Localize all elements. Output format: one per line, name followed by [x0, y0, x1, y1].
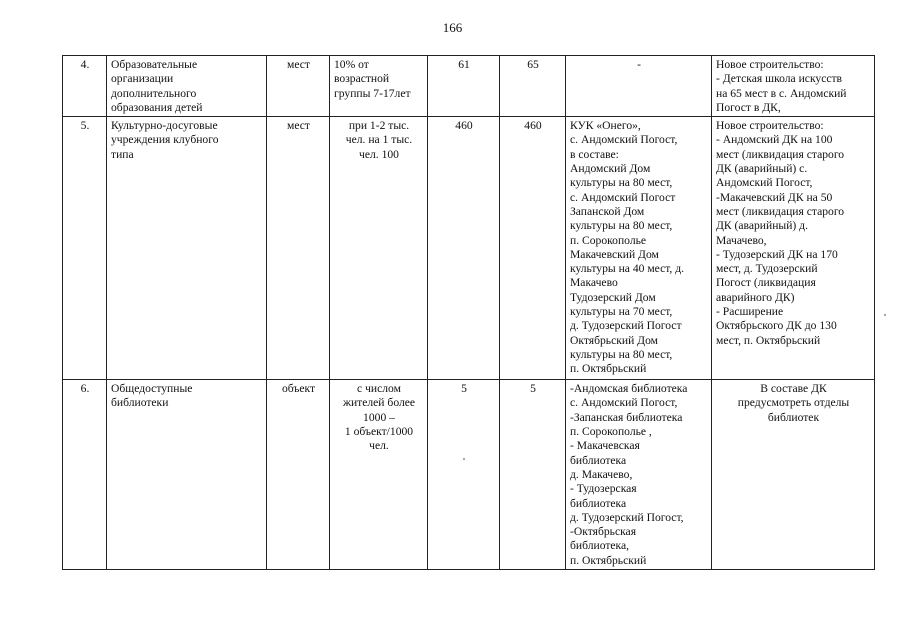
value-required: 5: [428, 380, 500, 570]
table-row: [63, 380, 875, 570]
scan-speck: [463, 458, 465, 460]
existing-facilities: -Андомская библиотека с. Андомский Погост, -Запанская библиотека п. Сорокополье , - Макачевская библиотека д. Макачево, - Тудозерская библиотека д. Тудозерский Погост, -Октябрьская библиотека, п. Октябрьский: [566, 380, 712, 570]
value-required: 61: [428, 56, 500, 117]
existing-facilities: КУК «Онего», с. Андомский Погост, в составе: Андомский Дом культуры на 80 мест, с. Андомский Погост Запанской Дом культуры на 80 мест, п. Сорокополье Макачевский Дом культуры на 40 мест, д. Макачево Тудозерский Дом культуры на 70 мест, д. Тудозерский Погост Октябрьский Дом культуры на 80 мест, п. Октябрьский: [566, 117, 712, 380]
norm: с числом жителей более 1000 – 1 объект/1000 чел.: [330, 380, 428, 570]
proposal: Новое строительство: - Андомский ДК на 100 мест (ликвидация старого ДК (аварийный) с. Андомский Погост, -Макачевский ДК на 50 мест (ликвидация старого ДК (аварийный) д. Мачачево, - Тудозерский ДК на 170 мест, д. Тудозерский Погост (ликвидация аварийного ДК) - Расширение Октябрьского ДК до 130 мест, п. Октябрьский: [712, 117, 875, 380]
facility-name: Общедоступные библиотеки: [107, 380, 267, 570]
value-planned: 5: [500, 380, 566, 570]
proposal: В составе ДК предусмотреть отделы библиотек: [712, 380, 875, 570]
row-number: 5.: [63, 117, 107, 380]
norm: 10% от возрастной группы 7-17лет: [330, 56, 428, 117]
unit: мест: [267, 117, 330, 380]
unit: объект: [267, 380, 330, 570]
table-row: [63, 117, 875, 380]
page-number: 166: [442, 20, 463, 35]
unit: мест: [267, 56, 330, 117]
row-number: 6.: [63, 380, 107, 570]
value-required: 460: [428, 117, 500, 380]
facility-name: Культурно-досуговые учреждения клубного типа: [107, 117, 267, 380]
scan-speck: [884, 314, 886, 316]
facilities-table: [62, 55, 875, 570]
table-row: [63, 56, 875, 117]
facility-name: Образовательные организации дополнительного образования детей: [107, 56, 267, 117]
value-planned: 65: [500, 56, 566, 117]
existing-facilities: -: [566, 56, 712, 117]
row-number: 4.: [63, 56, 107, 117]
proposal: Новое строительство: - Детская школа искусств на 65 мест в с. Андомский Погост в ДК,: [712, 56, 875, 117]
norm: при 1-2 тыс. чел. на 1 тыс. чел. 100: [330, 117, 428, 380]
value-planned: 460: [500, 117, 566, 380]
